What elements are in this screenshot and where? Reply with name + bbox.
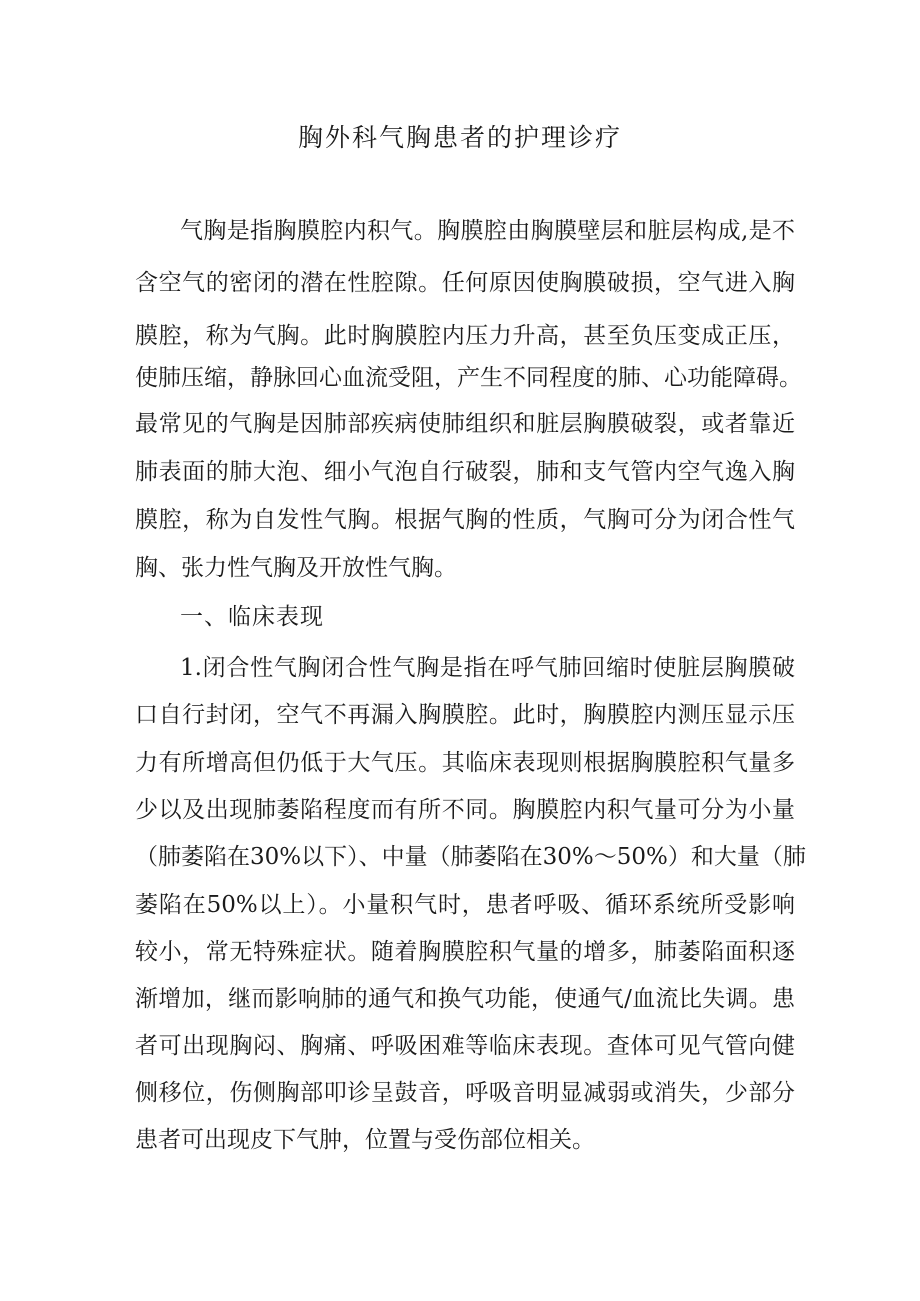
- paragraph-1-line: 膜腔，称为自发性气胸。根据气胸的性质，气胸可分为闭合性气: [135, 507, 795, 533]
- paragraph-2-line: 渐增加，继而影响肺的通气和换气功能，使通气/血流比失调。患: [135, 986, 795, 1012]
- paragraph-1-line: 最常见的气胸是因肺部疾病使肺组织和脏层胸膜破裂，或者靠近: [135, 411, 795, 437]
- paragraph-2-line: 1.闭合性气胸闭合性气胸是指在呼气肺回缩时使脏层胸膜破: [180, 655, 795, 681]
- paragraph-2-line: 者可出现胸闷、胸痛、呼吸困难等临床表现。查体可见气管向健: [135, 1033, 795, 1059]
- paragraph-2-line: 较小，常无特殊症状。随着胸膜腔积气量的增多，肺萎陷面积逐: [135, 939, 795, 965]
- paragraph-2-line: 口自行封闭，空气不再漏入胸膜腔。此时，胸膜腔内测压显示压: [135, 702, 795, 728]
- paragraph-1-line: 膜腔，称为气胸。此时胸膜腔内压力升高，甚至负压变成正压，: [135, 323, 795, 349]
- paragraph-2-line: （肺萎陷在30%以下）、中量（肺萎陷在30%～50%）和大量（肺: [135, 844, 806, 870]
- paragraph-1-line: 肺表面的肺大泡、细小气泡自行破裂，肺和支气管内空气逸入胸: [135, 459, 795, 485]
- paragraph-1-line: 使肺压缩，静脉回心血流受阻，产生不同程度的肺、心功能障碍。: [135, 365, 802, 391]
- paragraph-1-line: 含空气的密闭的潜在性腔隙。任何原因使胸膜破损，空气进入胸: [135, 270, 795, 296]
- section-heading: 一、临床表现: [180, 604, 324, 630]
- paragraph-2-line: 侧移位，伤侧胸部叩诊呈鼓音，呼吸音明显减弱或消失，少部分: [135, 1080, 795, 1106]
- paragraph-2-line: 萎陷在50%以上）。小量积气时，患者呼吸、循环系统所受影响: [135, 892, 795, 918]
- paragraph-2-line: 力有所增高但仍低于大气压。其临床表现则根据胸膜腔积气量多: [135, 750, 795, 776]
- paragraph-2-line: 少以及出现肺萎陷程度而有所不同。胸膜腔内积气量可分为小量: [135, 797, 795, 823]
- paragraph-1-line: 气胸是指胸膜腔内积气。胸膜腔由胸膜壁层和脏层构成,是不: [180, 218, 795, 244]
- paragraph-1-line: 胸、张力性气胸及开放性气胸。: [135, 555, 457, 581]
- document-title: 胸外科气胸患者的护理诊疗: [297, 123, 622, 152]
- paragraph-2-line: 患者可出现皮下气肿，位置与受伤部位相关。: [135, 1127, 595, 1153]
